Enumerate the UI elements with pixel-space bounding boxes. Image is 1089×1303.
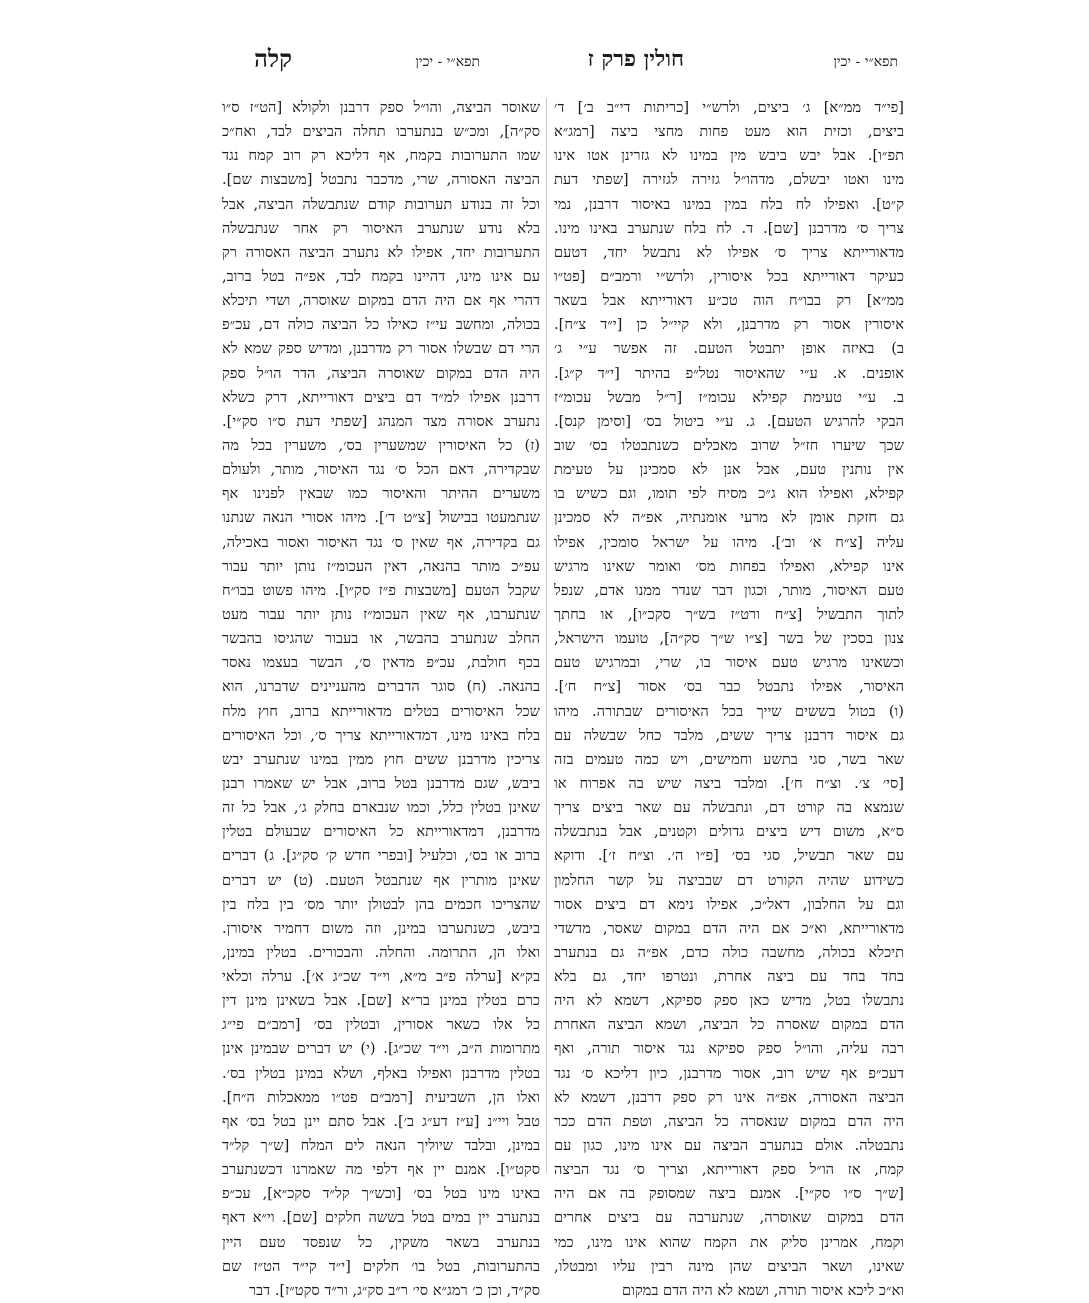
text-line: האיסור, אפילו נתבטל כבר בס׳ אסור [צ״ח ח׳]. <box>554 678 904 696</box>
text-line: ברוב או בס׳, וכלעיל [ובפרי חדש ק׳ סק״ג]. ג) דברים <box>222 847 540 865</box>
text-line: במינן, ובלבד שיוליך הנאה לים המלח [ש״ך קל״ד <box>222 1137 540 1155</box>
text-line: מדאורייתא, וא״כ אם היה הדם במקום שאסר, מדשדי <box>554 919 904 937</box>
text-line: סק״ה], ומכ״ש בנתערבו תחלה הביצים לבד, ואח״כ <box>222 123 540 141</box>
text-line: בהנאה. (ח) סוגר הדברים מהעניינים שדברנו, הוא <box>222 678 540 696</box>
text-line: שאוסר הביצה, והו״ל ספק דרבנן ולקולא [הט״ז ס״ו <box>222 99 540 116</box>
text-line: וכשאינו מרגיש טעם איסור בו, שרי, ובמרגיש טעם <box>554 654 904 672</box>
text-line: בטלין מדרבנן ואפילו באלף, ושלא במינן בטלין בס׳. <box>222 1064 540 1082</box>
text-line: בהתערובות, בטל בו׳ חלקים [י״ד קי״ד הט״ז שם <box>222 1257 540 1275</box>
text-line: היה הדם במקום שנאסרה כל הביצה, וטפת הדם ככר <box>554 1112 904 1130</box>
text-line: נתבטלה. אולם בנתערב הביצה עם אינו מינו, כגון עם <box>554 1137 904 1155</box>
text-line: (ז) כל האיסורין שמשערין בס׳, משערין בכל מה <box>222 436 540 454</box>
text-line: שאינו, ושאר הביצים שהן מינה רבין עליו ומבטלו, <box>554 1257 904 1275</box>
page-number: קלה <box>254 44 292 73</box>
text-line: הדם במקום שאסרה כל הביצה, ושמא הביצה האחרת <box>554 1016 904 1034</box>
text-line: קפילא, ואפילו הוא ג״כ מסיח לפי תומו, וגם כשיש בו <box>554 485 904 503</box>
text-line: נתבשלו בטל, מדיש כאן ספק ספיקא, דשמא לא היה <box>554 992 904 1010</box>
text-line: שנתערבו, אף שאין העכומ״ז נותן יותר עבור מעט <box>222 605 540 623</box>
text-line: משערים ההיתר והאיסור כמו שבאין לפנינו אף <box>222 485 540 503</box>
text-line: איסורין אסור רק מדרבנן, ולא קיי״ל כן [י״ד צ״ח]. <box>554 316 904 334</box>
text-line: [פי״ד ממ״א] ג׳ ביצים, ולרש״י [כריתות די״ב ב׳] ד׳ <box>554 99 904 116</box>
text-line: בכף חולבת, עכ״פ מדאין ס׳, הבשר בעצמו נאסר <box>222 654 540 672</box>
text-line: רבה עליה, והו״ל ספק ספיקא נגד איסור תורה, ואף <box>554 1040 904 1058</box>
text-line: סקט״ו]. אמנם יין אף דלפי מה שאמרנו דכשנתערב <box>222 1161 540 1179</box>
text-line: עם אינו מינו, דהיינו בקמח לבד, אפ״ה בטל ברוב, <box>222 267 540 285</box>
text-line: הביצה האסורה, שרי, מדכבר נתבטל [משבצות שם]. <box>222 171 540 189</box>
text-line: טבל ויי״נ [ע״ז דע״ג ב׳]. אבל סתם יינן בטל בס׳ אף <box>222 1112 540 1130</box>
text-line: כרם בטלין במינן בר״א [שם]. אבל בשאינן מינן דין <box>222 992 540 1010</box>
text-line: ביבש, כשנתערבו במינן, וזה משום דחמיר איסורן. <box>222 919 540 937</box>
text-line: שבקדירה, דאם הכל ס׳ נגד האיסור, מותר, ולעולם <box>222 461 540 479</box>
text-line: שכל האיסורים בטלים מדאורייתא ברוב, חוץ מלח <box>222 702 540 720</box>
text-line: שהצריכו חכמים בהן לבטולן יותר מס׳ בין בלח בין <box>222 895 540 913</box>
text-line: כל אלו כשאר אסורין, ובטלין בס׳ [רמב״ם פי״ג <box>222 1016 540 1034</box>
text-line: צריכין מדרבנן ששים חוץ ממין במינו שנתערב יבש <box>222 750 540 768</box>
text-line: מתרומות ה״ב, וי״ד שכ״ג]. (י) יש דברים שבמינן אינן <box>222 1040 540 1058</box>
text-line: גם חזקת אומן לא מרעי אומנתיה, אפ״ה לא סמכינן <box>554 509 904 527</box>
text-line: כעיקר דאורייתא בכל איסורין, ולרש״י ורמב״ם [פט״ו <box>554 267 904 285</box>
text-line: בלא נודע שנתערב האיסור רק אחר שנתבשלה <box>222 219 540 237</box>
text-line: ס״א, משום דיש ביצים גדולים וקטנים, אבל בנתבשלה <box>554 823 904 841</box>
text-line: החלב שנתערב בהבשר, או בעבור שהגיסו בהבשר <box>222 630 540 648</box>
text-line: בק״א [ערלה פ״ב מ״א, וי״ד שכ״ג א׳]. ערלה וכלאי <box>222 968 540 986</box>
text-line: אופנים. א. ע״י שהאיסור נטל״פ בהיתר [י״ד ק״ג]. <box>554 364 904 382</box>
text-line: בכולה, ומחשב עי״ז כאילו כל הביצה כולה דם, עכ״פ <box>222 316 540 334</box>
text-line: [סי׳ צ׳. וצ״ח ח׳]. ומלבד ביצה שיש בה אפרוח או <box>554 774 904 792</box>
running-head-left: תפא״י - יכין <box>415 54 480 70</box>
text-line: הרי דם שבשלו אסור רק מדרבנן, ומדיש ספק שמא לא <box>222 340 540 358</box>
text-line: שאינן מותרין אף שנתבטל הטעם. (ט) יש דברים <box>222 871 540 889</box>
text-line: גם בקדירה, אף שאין ס׳ נגד האיסור ואסור באכילה, <box>222 533 540 551</box>
text-line: ק״ט]. ואפילו לח בלח במין במינו באיסור דרבנן, נמי <box>554 195 904 213</box>
text-line: לתוך התבשיל [צ״ח ורט״ז בש״ך סקכ״ו], או בחתך <box>554 605 904 623</box>
text-line: ביבש, שגם מדרבנן בטל ברוב, אבל יש שאמרו רבנן <box>222 774 540 792</box>
text-line: ואלו הן, התרומה. והחלה. והבכורים. בטלין במינן, <box>222 943 540 961</box>
text-line: דרבנן אפילו למ״ד דם ביצים דאורייתא, דרק כשלא <box>222 388 540 406</box>
text-line: ואלו הן, השביעית [רמב״ם פט״ו ממאכלות ה״ח]. <box>222 1088 540 1106</box>
text-line: [ש״ך ס״ו סק״י]. אמנם ביצה שמסופק בה אם היה <box>554 1185 904 1203</box>
text-line: מדרבנן, דמדאורייתא כל האיסורים שבעולם בטלין <box>222 823 540 841</box>
text-line: היה הדם במקום שאוסרה הביצה, הדר הו״ל ספק <box>222 364 540 382</box>
text-line: באינו מינו בטל בס׳ [וכש״ך קל״ד סקכ״א], עכ״פ <box>222 1185 540 1203</box>
text-line: שנמצא בה קורט דם, ונתבשלה עם שאר ביצים צריך <box>554 799 904 817</box>
text-line: נתערב אסורה מצד המנהג [שפתי דעת ס״ו סק״י]. <box>222 412 540 430</box>
text-line: צריך ס׳ מדרבנן [שם]. ד. לח בלח שנתערב באינו מינו. <box>554 219 904 237</box>
text-line: אין נותנין טעם, אבל אנן לא סמכינן על טעימת <box>554 461 904 479</box>
text-line: תפ״ו]. אבל יבש ביבש מין במינו לא גזרינן אטו אינו <box>554 147 904 165</box>
text-line: קמח, אז הו״ל ספק דאורייתא, וצריך ס׳ נגד הביצה <box>554 1161 904 1179</box>
text-column-right <box>554 96 904 1303</box>
text-line: אינו קפילא, ואפילו בפחות מס׳ ואומר שאינו מרגיש <box>554 557 904 575</box>
text-line: בנתערב יין במים בטל בששה חלקים [שם]. וי״א דאף <box>222 1209 540 1227</box>
text-line: ביצים, וכזית הוא מעט פחות מחצי ביצה [רמג״א <box>554 123 904 141</box>
text-line: שנתמעטו בבישול [צ״ט ד׳]. מיהו אסורי הנאה שנתנו <box>222 509 540 527</box>
text-line: בחד בחד עם ביצה אחרת, ונטרפו יחד, גם בלא <box>554 968 904 986</box>
text-line: צנון בסכין של בשר [צ״ו ש״ך סק״ה], טועמו הישראל, <box>554 630 904 648</box>
text-line: כשידוע שהיה הקורט דם שבביצה על קשר החלמון <box>554 871 904 889</box>
text-line: תיכלא בכולה, מחשבה כולה כדם, אפ״ה גם בנתערב <box>554 943 904 961</box>
text-line: דעכ״פ אף שיש רוב, אסור מדרבנן, כיון דליכא ס׳ נגד <box>554 1064 904 1082</box>
text-line: גם איסור דרבנן צריך ששים, מלבד כחל שבשלה עם <box>554 726 904 744</box>
text-line: הדם במקום שאוסרה, שנתערבה עם ביצים אחרים <box>554 1209 904 1227</box>
text-line: מינו ואטו יבשלם, מדהו״ל גזירה לגזירה [שפתי דעת <box>554 171 904 189</box>
text-line: עם שאר תבשיל, סגי בס׳ [פ״ו ה׳. וצ״ח ז׳]. ודוקא <box>554 847 904 865</box>
text-line: עפ״כ מותר בהנאה, דאין העכומ״ז נותן יותר עבור <box>222 557 540 575</box>
text-line: שכך שיערו חז״ל שרוב מאכלים כשנתבטלו בס׳ שוב <box>554 436 904 454</box>
text-line: בלח באינו מינו, דמדאורייתא צריך ס׳, וכל האיסורים <box>222 726 540 744</box>
text-line: וגם על החלבון, דאל״כ, אפילו נימא דם ביצים אסור <box>554 895 904 913</box>
text-line: ממ״א] רק בבו״ח הוה טכ״ע דאורייתא אבל בשאר <box>554 292 904 310</box>
text-line: סק״ד, וכן כ׳ רמג״א סי׳ ר״ב סק״ג, ור״ד סקט״ז]. דבר <box>248 1281 540 1299</box>
column-divider <box>546 98 547 1173</box>
text-line: שקבל הטעם [משבצות פ״ז סק״ו]. מיהו פשוט בבו״ח <box>222 581 540 599</box>
page-header <box>222 40 912 80</box>
text-line: ב. ע״י טעימת קפילא עכומ״ז [ר״ל מבשל עכומ״ז <box>554 388 904 406</box>
text-line: הבקי להרגיש הטעם]. ג. ע״י ביטול בס׳ [וסימן קנס]. <box>554 412 904 430</box>
chapter-title: חולין פרק ז <box>587 46 684 72</box>
text-line: (ו) בטול בששים שייך בכל האיסורים שבתורה. מיהו <box>554 702 904 720</box>
text-line: וא״כ ליכא איסור תורה, ושמא לא היה הדם במקום <box>622 1281 904 1299</box>
text-line: וקמח, אמרינן סליק את הקמח שהוא אינו מינו, כמי <box>554 1233 904 1251</box>
text-line: הביצה האסורה, אפ״ה אינו רק ספק דרבנן, דשמא לא <box>554 1088 904 1106</box>
text-line: דהרי אף אם היה הדם במקום שאוסרה, ושדי תיכלא <box>222 292 540 310</box>
text-column-left <box>222 96 540 1303</box>
text-line: עליה [צ״ח א׳ וב׳]. מיהו על ישראל סומכין, אפילו <box>554 533 904 551</box>
running-head-right: תפא״י - יכין <box>833 54 898 70</box>
text-line: וכל זה בנודע תערובות קודם שנתבשלה הביצה, אבל <box>222 195 540 213</box>
text-line: התערובות יחד, אפילו לא נתערב הביצה האסורה רק <box>222 243 540 261</box>
text-line: טעם האיסור, מותר, וכגון דבר שנדר ממנו אדם, שנפל <box>554 581 904 599</box>
text-line: שמו התערובות בקמח, אף דליכא רק רוב קמח נגד <box>222 147 540 165</box>
text-line: שאר בשר, סגי בתשע וחמישים, ויש כמה טעמים בזה <box>554 750 904 768</box>
text-line: ב) באיזה אופן יתבטל הטעם. זה אפשר ע״י ג׳ <box>554 340 904 358</box>
text-line: מדאורייתא צריך ס׳ אפילו לא נתבשל יחד, דטעם <box>554 243 904 261</box>
text-line: בנתערב בשאר משקין, כל שנפסד טעם היין <box>222 1233 540 1251</box>
text-line: שאינן בטלין כלל, וכמו שנבארם בחלק ג׳, אבל כל זה <box>222 799 540 817</box>
